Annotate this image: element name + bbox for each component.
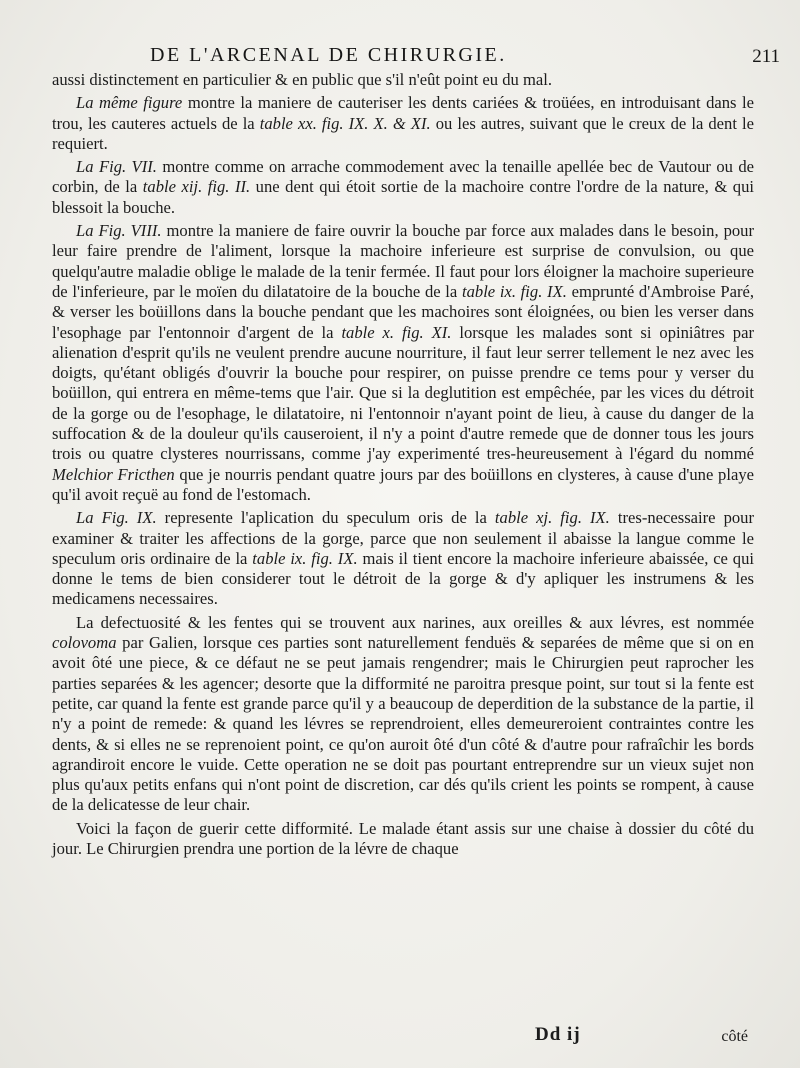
italic-run: table ix. fig. IX. bbox=[252, 548, 358, 568]
text-run: represente l'aplication du speculum oris de la bbox=[156, 508, 495, 528]
paragraph bbox=[52, 157, 754, 218]
text-run: une dent qui étoit sortie de la machoire contre l'ordre de la nature, & qui blessoit la bouche. bbox=[52, 177, 754, 217]
catchword: côté bbox=[721, 1028, 748, 1045]
text-run: Voici la façon de guerir cette difformité. Le malade étant assis sur une chaise à dossier du côté du jour. Le Chirurgien prendra une portion de la lévre de chaque bbox=[52, 818, 754, 858]
text-run: montre la maniere de faire ouvrir la bouche par force aux malades dans le besoin, pour leur faire prendre de l'aliment, lorsque la machoire inferieure est surprise de convulsion, ou que quelqu'autre maladie oblige le malade de la tenir fermée. Il faut pour lors éloigner la machoire superieure de l'inferieure, par le moïen du dilatatoire de la bouche de la bbox=[52, 221, 754, 301]
italic-run: table xx. fig. IX. X. & XI. bbox=[259, 113, 431, 133]
paragraph bbox=[52, 70, 754, 90]
italic-run: La Fig. VII. bbox=[76, 157, 157, 177]
text-run: aussi distinctement en particulier & en public que s'il n'eût point eu du mal. bbox=[52, 70, 552, 89]
text-run: par Galien, lorsque ces parties sont naturellement fenduës & separées de même que si on en avoit ôté une piece, & ce défaut ne se peut jamais rengendrer; mais le Chirurgien peut raprocher les parties separées & les agencer; desorte que la difformité ne paroitra presque point, sur tout si la fente est petite, car quand la fente est grande parce qu'il y a beaucoup de deperdition de la substance de la partie, il n'y a point de remede: & quand les lévres se reprendroient, elles demeureroient contraintes contre les dents, & si elles ne se reprenoient point, ce qu'on auroit ôté d'un côté & d'autre pour rafraîchir les bords agrandiroit encore le vuide. Cette operation ne se doit pas pourtant entreprendre sur un vieux sujet non plus qu'aux petits enfans qui n'ont point de discretion, car dés qu'ils crient les points se rompent, à cause de la delicatesse de leur chair. bbox=[52, 633, 754, 815]
text-run: La defectuosité & les fentes qui se trouvent aux narines, aux oreilles & aux lévres, est nommée bbox=[76, 612, 754, 632]
paragraph bbox=[52, 221, 754, 505]
text-run: tres-necessaire pour examiner & traiter les affections de la gorge, parce que non seulement il abaisse la langue comme le speculum oris ordinaire de la bbox=[52, 508, 754, 568]
body-text bbox=[52, 70, 754, 862]
text-run: mais il tient encore la machoire inferieure abaissée, ce qui donne le tems de bien considerer tout le détroit de la gorge & d'y apliquer les instrumens & les medicamens necessaires. bbox=[52, 548, 754, 609]
italic-run: colovoma bbox=[52, 633, 117, 653]
paragraph bbox=[52, 508, 754, 609]
paragraph bbox=[52, 819, 754, 860]
italic-run: La même figure bbox=[76, 93, 183, 113]
paragraph bbox=[52, 613, 754, 816]
italic-run: La Fig. VIII. bbox=[76, 221, 162, 241]
italic-run: Melchior Fricthen bbox=[52, 464, 175, 484]
paragraph bbox=[52, 93, 754, 154]
text-run: ou les autres, suivant que le creux de la dent le requiert. bbox=[52, 113, 754, 153]
italic-run: table xij. fig. II. bbox=[142, 177, 251, 197]
running-title: DE L'ARCENAL DE CHIRURGIE. bbox=[150, 44, 507, 66]
text-run: emprunté d'Ambroise Paré, & verser les boüillons dans la bouche pendant que les machoires sont éloignées, ou bien les verser dans l'esophage par l'entonnoir d'argent de la bbox=[52, 281, 754, 342]
italic-run: La Fig. IX. bbox=[76, 508, 157, 528]
italic-run: table x. fig. XI. bbox=[341, 322, 452, 342]
italic-run: table xj. fig. IX. bbox=[494, 508, 610, 528]
text-run: montre comme on arrache commodement avec la tenaille apellée bec de Vautour ou de corbin, de la bbox=[52, 157, 754, 197]
italic-run: table ix. fig. IX. bbox=[461, 281, 567, 301]
signature-mark: Dd ij bbox=[535, 1024, 581, 1045]
text-run: lorsque les malades sont si opiniâtres par alienation d'esprit qu'ils ne veulent prendre aucune nourriture, il faut leur serrer tellement le nez avec les doigts, qu'étant obligés d'ouvrir la bouche pour respirer, on puisse prendre ce tems pour y verser du boüillon, qui entrera en même-tems que l'air. Que si la deglutition est empêchée, par les vices du détroit de la gorge ou de l'esophage, le dilatatoire, ni l'entonnoir n'ayant point de lieu, à cause du danger de la suffocation & de la douleur qu'ils causeroient, il n'y a point d'autre remede que de donner tous les jours trois ou quatre clysteres nourrissans, comme j'ay experimenté tres-heureusement à l'égard du nommé bbox=[52, 322, 754, 464]
text-run: que je nourris pendant quatre jours par des boüillons en clysteres, à cause d'une playe qu'il avoit reçuë au fond de l'estomach. bbox=[52, 464, 754, 504]
text-run: montre la maniere de cauteriser les dents cariées & troüées, en introduisant dans le trou, les cauteres actuels de la bbox=[52, 93, 754, 133]
page-number: 211 bbox=[752, 46, 780, 67]
